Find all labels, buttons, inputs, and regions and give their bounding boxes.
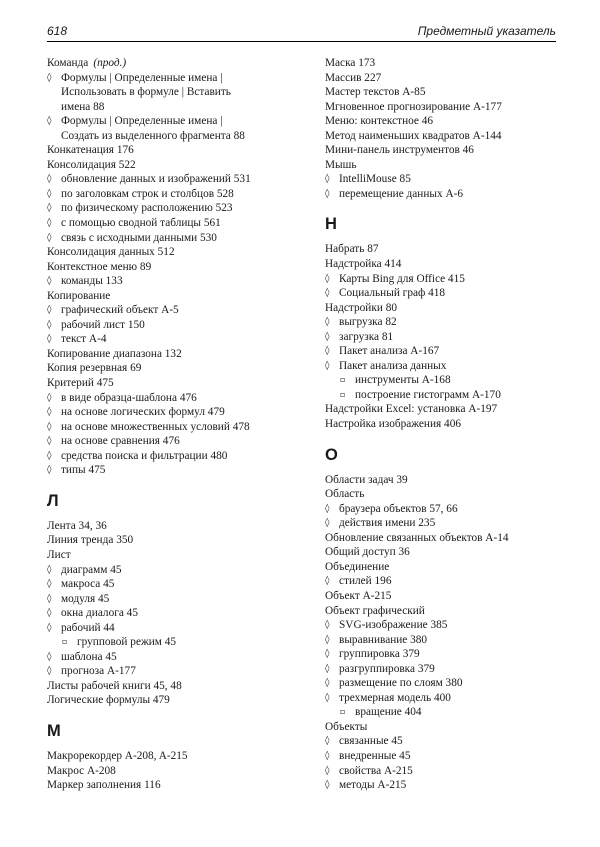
spacer bbox=[47, 741, 305, 749]
diamond-bullet-icon: ◊ bbox=[47, 392, 52, 403]
index-entry bbox=[47, 260, 305, 275]
index-entry bbox=[47, 56, 305, 71]
index-entry bbox=[325, 589, 565, 604]
diamond-bullet-icon: ◊ bbox=[47, 421, 52, 432]
diamond-bullet-icon: ◊ bbox=[47, 116, 52, 127]
index-entry bbox=[47, 548, 305, 563]
diamond-bullet-icon: ◊ bbox=[325, 331, 330, 342]
entry-text: Логические формулы 479 bbox=[47, 694, 170, 707]
index-entry bbox=[325, 359, 565, 374]
diamond-bullet-icon: ◊ bbox=[47, 564, 52, 575]
index-entry bbox=[47, 679, 305, 694]
index-entry bbox=[325, 71, 565, 86]
diamond-bullet-icon: ◊ bbox=[47, 305, 52, 316]
index-entry bbox=[47, 129, 305, 144]
index-entry bbox=[325, 764, 565, 779]
index-entry bbox=[325, 129, 565, 144]
entry-text: типы 475 bbox=[61, 464, 106, 477]
entry-text: Надстройка 414 bbox=[325, 258, 402, 271]
index-entry bbox=[325, 100, 565, 115]
index-column-right bbox=[325, 56, 565, 793]
diamond-bullet-icon: ◊ bbox=[47, 622, 52, 633]
index-entry bbox=[325, 749, 565, 764]
index-entry bbox=[325, 330, 565, 345]
index-entry bbox=[47, 405, 305, 420]
index-entry bbox=[325, 114, 565, 129]
entry-text: Листы рабочей книги 45, 48 bbox=[47, 679, 182, 692]
entry-text: разгруппировка 379 bbox=[339, 662, 435, 675]
index-entry bbox=[325, 56, 565, 71]
diamond-bullet-icon: ◊ bbox=[47, 666, 52, 677]
index-entry bbox=[325, 778, 565, 793]
diamond-bullet-icon: ◊ bbox=[47, 72, 52, 83]
entry-text: Макрос A-208 bbox=[47, 764, 116, 777]
entry-text: Макрорекордер A-208, A-215 bbox=[47, 749, 188, 762]
entry-text: групповой режим 45 bbox=[77, 636, 177, 649]
diamond-bullet-icon: ◊ bbox=[325, 649, 330, 660]
diamond-bullet-icon: ◊ bbox=[47, 651, 52, 662]
index-entry bbox=[47, 449, 305, 464]
index-entry bbox=[47, 85, 305, 100]
index-entry bbox=[325, 158, 565, 173]
index-entry bbox=[325, 574, 565, 589]
entry-text: Копирование диапазона 132 bbox=[47, 347, 182, 360]
entry-text: Лист bbox=[47, 548, 71, 561]
entry-text: графический объект A-5 bbox=[61, 304, 179, 317]
entry-text: шаблона 45 bbox=[61, 650, 117, 663]
index-entry bbox=[325, 301, 565, 316]
diamond-bullet-icon: ◊ bbox=[47, 232, 52, 243]
entry-text: выгрузка 82 bbox=[339, 316, 397, 329]
diamond-bullet-icon: ◊ bbox=[325, 518, 330, 529]
index-entry bbox=[47, 463, 305, 478]
diamond-bullet-icon: ◊ bbox=[325, 503, 330, 514]
entry-text: вращение 404 bbox=[355, 706, 422, 719]
index-entry bbox=[325, 604, 565, 619]
index-entry bbox=[47, 347, 305, 362]
entry-text: Контекстное меню 89 bbox=[47, 260, 152, 273]
diamond-bullet-icon: ◊ bbox=[325, 273, 330, 284]
entry-text: Формулы | Определенные имена | bbox=[61, 115, 223, 128]
entry-text: Массив 227 bbox=[325, 71, 382, 84]
entry-text: Создать из выделенного фрагмента 88 bbox=[61, 129, 245, 142]
index-entry bbox=[47, 71, 305, 86]
index-entry bbox=[47, 420, 305, 435]
index-entry bbox=[325, 502, 565, 517]
entry-text: на основе сравнения 476 bbox=[61, 435, 180, 448]
diamond-bullet-icon: ◊ bbox=[47, 218, 52, 229]
index-entry bbox=[47, 318, 305, 333]
square-bullet-icon: ▫ bbox=[340, 389, 346, 399]
entry-text: группировка 379 bbox=[339, 648, 420, 661]
index-entry bbox=[325, 531, 565, 546]
entry-text: по физическому расположению 523 bbox=[61, 202, 233, 215]
entry-text: браузера объектов 57, 66 bbox=[339, 502, 458, 515]
diamond-bullet-icon: ◊ bbox=[325, 678, 330, 689]
entry-text: Мастер текстов A-85 bbox=[325, 86, 426, 99]
index-entry bbox=[325, 388, 565, 403]
entry-text: Мини-панель инструментов 46 bbox=[325, 144, 474, 157]
entry-text: по заголовкам строк и столбцов 528 bbox=[61, 187, 234, 200]
entry-text: на основе множественных условий 478 bbox=[61, 420, 250, 433]
diamond-bullet-icon: ◊ bbox=[325, 692, 330, 703]
section-heading-n: Н bbox=[325, 215, 337, 234]
entry-text: Обновление связанных объектов A-14 bbox=[325, 531, 509, 544]
entry-text: Мгновенное прогнозирование A-177 bbox=[325, 100, 502, 113]
entry-text: внедренные 45 bbox=[339, 749, 411, 762]
entry-text: методы A-215 bbox=[339, 779, 407, 792]
index-entry bbox=[325, 172, 565, 187]
index-entry bbox=[47, 332, 305, 347]
entry-text: размещение по слоям 380 bbox=[339, 677, 463, 690]
index-entry bbox=[325, 315, 565, 330]
running-title: Предметный указатель bbox=[417, 24, 556, 38]
index-entry bbox=[47, 563, 305, 578]
entry-text: свойства A-215 bbox=[339, 764, 413, 777]
index-entry bbox=[325, 402, 565, 417]
index-entry bbox=[325, 516, 565, 531]
entry-text: Общий доступ 36 bbox=[325, 546, 410, 559]
diamond-bullet-icon: ◊ bbox=[325, 360, 330, 371]
entry-text: Конкатенация 176 bbox=[47, 144, 134, 157]
entry-text: Метод наименьших квадратов A-144 bbox=[325, 129, 502, 142]
index-entry bbox=[325, 618, 565, 633]
index-entry bbox=[325, 272, 565, 287]
diamond-bullet-icon: ◊ bbox=[47, 465, 52, 476]
entry-text: модуля 45 bbox=[61, 592, 110, 605]
entry-text: Маркер заполнения 116 bbox=[47, 779, 161, 792]
index-column-left bbox=[47, 56, 305, 793]
diamond-bullet-icon: ◊ bbox=[325, 174, 330, 185]
index-entry bbox=[47, 749, 305, 764]
entry-text: Использовать в формуле | Вставить bbox=[61, 86, 231, 99]
entry-text: прогноза A-177 bbox=[61, 665, 136, 678]
entry-text: Области задач 39 bbox=[325, 473, 408, 486]
index-entry bbox=[47, 114, 305, 129]
index-entry bbox=[325, 85, 565, 100]
square-bullet-icon: ▫ bbox=[340, 375, 346, 385]
index-entry bbox=[47, 592, 305, 607]
entry-text: Надстройки 80 bbox=[325, 301, 398, 314]
index-entry bbox=[325, 187, 565, 202]
diamond-bullet-icon: ◊ bbox=[47, 436, 52, 447]
index-entry bbox=[47, 764, 305, 779]
spacer bbox=[325, 201, 565, 214]
entry-text: трехмерная модель 400 bbox=[339, 691, 451, 704]
index-entry bbox=[47, 158, 305, 173]
spacer bbox=[325, 432, 565, 445]
index-entry bbox=[47, 606, 305, 621]
entry-text: Мышь bbox=[325, 158, 357, 171]
index-entry bbox=[325, 286, 565, 301]
diamond-bullet-icon: ◊ bbox=[47, 203, 52, 214]
index-entry bbox=[325, 691, 565, 706]
entry-text: Социальный граф 418 bbox=[339, 287, 446, 300]
index-entry bbox=[47, 533, 305, 548]
section-heading-m: М bbox=[47, 721, 61, 740]
entry-text: действия имени 235 bbox=[339, 517, 436, 530]
index-entry bbox=[47, 664, 305, 679]
entry-text: Копия резервная 69 bbox=[47, 362, 142, 375]
entry-text: Объекты bbox=[325, 720, 368, 733]
entry-text: с помощью сводной таблицы 561 bbox=[61, 217, 221, 230]
entry-text: Меню: контекстное 46 bbox=[325, 115, 434, 128]
index-entry bbox=[325, 417, 565, 432]
page-number: 618 bbox=[47, 24, 68, 38]
diamond-bullet-icon: ◊ bbox=[47, 450, 52, 461]
entry-text: текст A-4 bbox=[61, 333, 107, 346]
diamond-bullet-icon: ◊ bbox=[325, 188, 330, 199]
index-entry bbox=[47, 635, 305, 650]
entry-text: средства поиска и фильтрации 480 bbox=[61, 449, 228, 462]
index-entry bbox=[325, 487, 565, 502]
entry-text: связанные 45 bbox=[339, 735, 403, 748]
entry-text: стилей 196 bbox=[339, 575, 392, 588]
entry-text: Объект графический bbox=[325, 604, 425, 617]
index-entry bbox=[47, 187, 305, 202]
entry-text: рабочий 44 bbox=[61, 621, 115, 634]
entry-text: Формулы | Определенные имена | bbox=[61, 71, 223, 84]
entries-m-continued bbox=[325, 56, 565, 201]
diamond-bullet-icon: ◊ bbox=[47, 276, 52, 287]
continued-note: (прод.) bbox=[93, 57, 127, 69]
index-entry bbox=[325, 705, 565, 720]
entry-text: Линия тренда 350 bbox=[47, 534, 134, 547]
entry-text: Объединение bbox=[325, 560, 390, 573]
entries-l bbox=[47, 519, 305, 708]
index-entry bbox=[47, 143, 305, 158]
diamond-bullet-icon: ◊ bbox=[325, 663, 330, 674]
entry-text: SVG-изображение 385 bbox=[339, 619, 448, 632]
index-entry bbox=[47, 274, 305, 289]
square-bullet-icon: ▫ bbox=[340, 707, 346, 717]
entry-text: построение гистограмм A-170 bbox=[355, 388, 501, 401]
index-entry bbox=[325, 473, 565, 488]
index-entry bbox=[325, 242, 565, 257]
entry-text: Консолидация 522 bbox=[47, 158, 136, 171]
entries-m bbox=[47, 749, 305, 793]
diamond-bullet-icon: ◊ bbox=[325, 780, 330, 791]
diamond-bullet-icon: ◊ bbox=[325, 765, 330, 776]
entry-text: Критерий 475 bbox=[47, 377, 114, 390]
index-entry bbox=[47, 289, 305, 304]
diamond-bullet-icon: ◊ bbox=[47, 579, 52, 590]
index-entry bbox=[47, 231, 305, 246]
section-heading-o: О bbox=[325, 445, 338, 464]
diamond-bullet-icon: ◊ bbox=[325, 736, 330, 747]
index-entry bbox=[47, 621, 305, 636]
entry-text: выравнивание 380 bbox=[339, 633, 428, 646]
spacer bbox=[325, 465, 565, 473]
entry-text: инструменты A-168 bbox=[355, 374, 451, 387]
entry-text: на основе логических формул 479 bbox=[61, 406, 225, 419]
diamond-bullet-icon: ◊ bbox=[47, 174, 52, 185]
diamond-bullet-icon: ◊ bbox=[325, 317, 330, 328]
entries-n bbox=[325, 242, 565, 431]
diamond-bullet-icon: ◊ bbox=[47, 407, 52, 418]
entry-text: Настройка изображения 406 bbox=[325, 418, 461, 431]
index-entry bbox=[325, 633, 565, 648]
page-header bbox=[47, 24, 556, 42]
entry-text: Область bbox=[325, 488, 365, 501]
entry-text: Маска 173 bbox=[325, 57, 376, 69]
index-entry bbox=[47, 172, 305, 187]
entry-text: диаграмм 45 bbox=[61, 563, 122, 576]
entry-text: IntelliMouse 85 bbox=[339, 173, 411, 186]
index-entry bbox=[47, 650, 305, 665]
entry-text: Набрать 87 bbox=[325, 243, 379, 256]
index-entry bbox=[325, 143, 565, 158]
index-entry bbox=[47, 693, 305, 708]
index-entry bbox=[47, 434, 305, 449]
index-entry bbox=[325, 257, 565, 272]
entry-text: перемещение данных A-6 bbox=[339, 187, 464, 200]
diamond-bullet-icon: ◊ bbox=[325, 288, 330, 299]
index-entry bbox=[325, 734, 565, 749]
index-entry bbox=[325, 344, 565, 359]
index-entry bbox=[325, 373, 565, 388]
entry-text: Пакет анализа данных bbox=[339, 359, 447, 372]
entries-o bbox=[325, 473, 565, 793]
index-entry bbox=[47, 216, 305, 231]
entry-text: Пакет анализа A-167 bbox=[339, 345, 440, 358]
diamond-bullet-icon: ◊ bbox=[325, 576, 330, 587]
entry-text: обновление данных и изображений 531 bbox=[61, 173, 251, 186]
diamond-bullet-icon: ◊ bbox=[47, 593, 52, 604]
index-entry bbox=[325, 676, 565, 691]
index-entry bbox=[325, 720, 565, 735]
diamond-bullet-icon: ◊ bbox=[325, 620, 330, 631]
entry-text: Консолидация данных 512 bbox=[47, 246, 175, 259]
index-entry bbox=[47, 577, 305, 592]
entry-text: команды 133 bbox=[61, 275, 123, 288]
entry-text: макроса 45 bbox=[61, 578, 115, 591]
index-entry bbox=[47, 201, 305, 216]
index-entry bbox=[47, 361, 305, 376]
spacer bbox=[47, 708, 305, 721]
square-bullet-icon: ▫ bbox=[62, 637, 68, 647]
index-entry bbox=[47, 303, 305, 318]
index-entry bbox=[325, 545, 565, 560]
index-entry bbox=[47, 778, 305, 793]
diamond-bullet-icon: ◊ bbox=[325, 634, 330, 645]
diamond-bullet-icon: ◊ bbox=[47, 319, 52, 330]
index-entry bbox=[325, 662, 565, 677]
index-entry bbox=[325, 560, 565, 575]
spacer bbox=[47, 511, 305, 519]
entry-text: рабочий лист 150 bbox=[61, 318, 145, 331]
index-entry bbox=[47, 519, 305, 534]
entry-text: имена 88 bbox=[61, 100, 105, 113]
index-entry bbox=[47, 245, 305, 260]
entries-k-continued bbox=[47, 56, 305, 478]
entry-text: окна диалога 45 bbox=[61, 607, 138, 620]
header-rule bbox=[47, 41, 556, 42]
index-entry bbox=[47, 391, 305, 406]
diamond-bullet-icon: ◊ bbox=[325, 346, 330, 357]
entry-text: Лента 34, 36 bbox=[47, 519, 107, 532]
diamond-bullet-icon: ◊ bbox=[47, 188, 52, 199]
spacer bbox=[325, 234, 565, 242]
index-entry bbox=[47, 376, 305, 391]
entry-text: Карты Bing для Office 415 bbox=[339, 272, 465, 285]
diamond-bullet-icon: ◊ bbox=[325, 750, 330, 761]
entry-text: Копирование bbox=[47, 289, 111, 302]
diamond-bullet-icon: ◊ bbox=[47, 334, 52, 345]
entry-text: Команда bbox=[47, 57, 89, 69]
entry-text: Объект A-215 bbox=[325, 589, 392, 602]
spacer bbox=[47, 478, 305, 491]
entry-text: в виде образца-шаблона 476 bbox=[61, 391, 197, 404]
section-heading-l: Л bbox=[47, 491, 59, 510]
entry-text: Надстройки Excel: установка A-197 bbox=[325, 403, 498, 416]
entry-text: связь с исходными данными 530 bbox=[61, 231, 217, 244]
index-entry bbox=[47, 100, 305, 115]
index-entry bbox=[325, 647, 565, 662]
entry-text: загрузка 81 bbox=[339, 330, 394, 343]
diamond-bullet-icon: ◊ bbox=[47, 608, 52, 619]
